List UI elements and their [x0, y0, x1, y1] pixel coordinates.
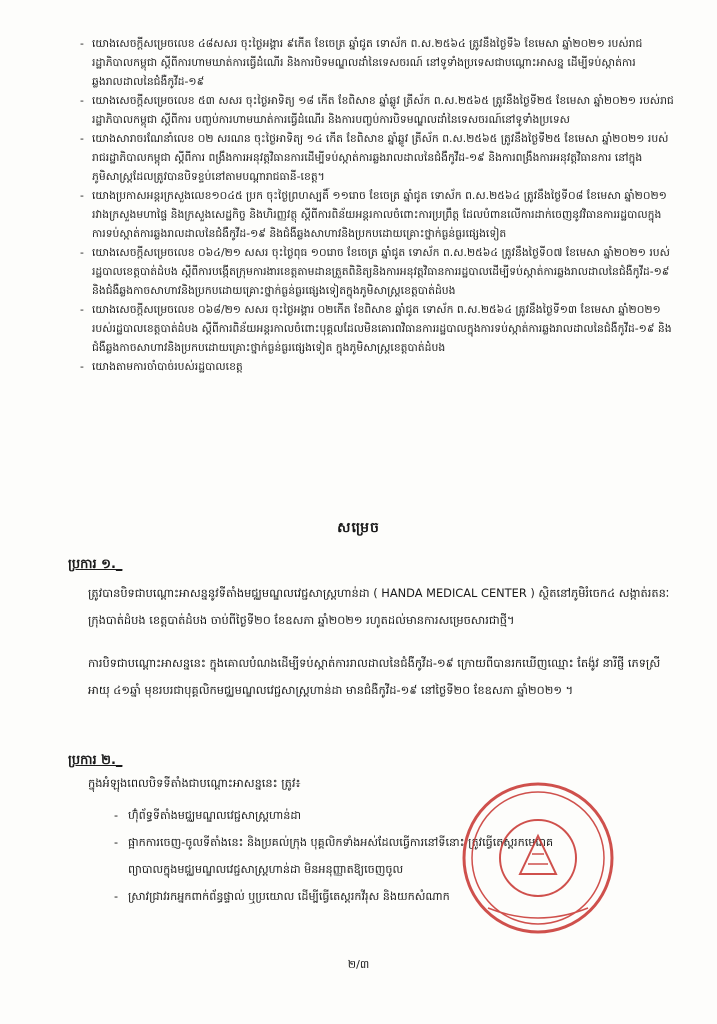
article-1-title: ប្រការ ១._: [68, 557, 123, 572]
decision-heading: សម្រេច: [337, 520, 380, 536]
reference-item: - យោងតាមការចាំបាច់របស់រដ្ឋបាលខេត្ត: [78, 357, 678, 376]
reference-item: - យោងសេចក្ដីសម្រេចលេខ ០៦៨/២១ សសរ ចុះថ្ងៃអង្គារ ០២កើត ខែពិសាខ ឆ្នាំជូត ទោស័ក ព.ស.២៥៦៤ ត្រូវនឹងថ្ងៃទី១៣ ខែមេសា ឆ្នាំ២០២១ របស់រដ្ឋបាលខេត្តបាត់ដំបង ស្ដីពីការពិន័យអន្តរកាលចំពោះបុគ្គលដែលមិនគោរពវិធានការរដ្ឋបាលក្នុងការទប់ស្កាត់ការឆ្លងរាលដាលនៃជំងឺកូវីដ-១៩ និងជំងឺឆ្លងកាចសាហាវនិងប្រកបដោយគ្រោះថ្នាក់ធ្ងន់ធ្ងរផ្សេងទៀត ក្នុងភូមិសាស្ត្រខេត្តបាត់ដំបង: [78, 300, 678, 357]
article-2-title: ប្រការ ២._: [68, 753, 123, 768]
reference-item: - យោងសារាចរណែនាំលេខ ០២ សរណន ចុះថ្ងៃអាទិត្យ ១៤ កើត ខែពិសាខ ឆ្នាំឆ្លូវ ត្រីស័ក ព.ស.២៥៦៥ ត្រូវនឹងថ្ងៃទី២៥ ខែមេសា ឆ្នាំ២០២១ របស់រាជរដ្ឋាភិបាលកម្ពុជា ស្ដីពីការ ពង្រឹងការអនុវត្តវិធានការដើម្បីទប់ស្កាត់ការឆ្លងរាលដាលនៃជំងឺកូវីដ-១៩ និងការពង្រឹងការអនុវត្តវិធានការ នៅក្នុងភូមិសាស្ត្រដែលត្រូវបានបិទខ្ទប់នៅតាមបណ្ដារាជធានី-ខេត្ត។: [78, 129, 678, 186]
reference-item: - យោងសេចក្ដីសម្រេចលេខ ០៦៤/២១ សសរ ចុះថ្ងៃពុធ ១០រោច ខែចេត្រ ឆ្នាំជូត ទោស័ក ព.ស.២៥៦៤ ត្រូវនឹងថ្ងៃទី០៧ ខែមេសា ឆ្នាំ២០២១ របស់រដ្ឋបាលខេត្តបាត់ដំបង ស្ដីពីការបង្កើតក្រុមការងារខេត្តតាមដានត្រួតពិនិត្យនិងការអនុវត្តវិធានការរដ្ឋបាលដើម្បីទប់ស្កាត់ការឆ្លងរាលដាលនៃជំងឺកូវីដ-១៩ និងជំងឺឆ្លងកាចសាហាវនិងប្រកបដោយគ្រោះថ្នាក់ធ្ងន់ធ្ងរផ្សេងទៀតក្នុងភូមិសាស្ត្រខេត្តបាត់ដំបង: [78, 243, 678, 300]
article-2-intro: ក្នុងអំឡុងពេលបិទទីតាំងជាបណ្ដោះអាសន្ននេះ ត្រូវ៖: [88, 776, 301, 790]
page-number: ២/៣: [347, 958, 370, 971]
reference-item: - យោងប្រកាសអន្តរក្រសួងលេខ១០៤៥ ប្រក ចុះថ្ងៃព្រហស្បតិ៍ ១១រោច ខែចេត្រ ឆ្នាំជូត ទោស័ក ព.ស.២៥៦៤ ត្រូវនឹងថ្ងៃទី០៨ ខែមេសា ឆ្នាំ២០២១ រវាងក្រសួងមហាផ្ទៃ និងក្រសួងសេដ្ឋកិច្ច និងហិរញ្ញវត្ថុ ស្ដីពីការពិន័យអន្តរកាលចំពោះការប្រព្រឹត្ត ដែលបំពានលើការដាក់ចេញនូវវិធានការរដ្ឋបាលក្នុងការទប់ស្កាត់ការឆ្លងរាលដាលនៃជំងឺកូវីដ-១៩ និងជំងឺឆ្លងសាហាវនិងប្រកបដោយគ្រោះថ្នាក់ធ្ងន់ធ្ងរផ្សេងទៀត: [78, 186, 678, 243]
article-1-paragraph-1: ត្រូវបានបិទជាបណ្ដោះអាសន្ននូវទីតាំងមជ្ឈមណ្ឌលវេជ្ជសាស្ត្រហាន់ដា ( HANDA MEDICAL CENTER ) ស្ថិតនៅភូមិរំចេក៤ សង្កាត់រតនៈ ក្រុងបាត់ដំបង ខេត្តបាត់ដំបង ចាប់ពីថ្ងៃទី២០ ខែឧសភា ឆ្នាំ២០២១ រហូតដល់មានការសម្រេចសារជាថ្មី។: [88, 586, 670, 627]
reference-list: [78, 34, 678, 376]
article-2-list-item: - ស្រាវជ្រាវរកអ្នកពាក់ព័ន្ធផ្ទាល់ ឬប្រយោល ដើម្បីធ្វើតេស្តរកវីរុស និងយកសំណាក: [112, 883, 572, 910]
article-1-paragraph-2: ការបិទជាបណ្ដោះអាសន្ននេះ ក្នុងគោលបំណងដើម្បីទប់ស្កាត់ការរាលដាលនៃជំងឺកូវីដ-១៩ ក្រោយពីបានរកឃើញឈ្មោះ តែង៉ូវ នារីផ្ញី ភេទស្រី អាយុ ៤១ឆ្នាំ មុខរបរជាបុគ្គលិកមជ្ឈមណ្ឌលវេជ្ជសាស្ត្រហាន់ដា មានជំងឺកូវីដ-១៩ នៅថ្ងៃទី២០ ខែឧសភា ឆ្នាំ២០២១ ។: [88, 656, 661, 697]
article-2-list-item: - ហ៊ុំព័ទ្ធទីតាំងមជ្ឈមណ្ឌលវេជ្ជសាស្ត្រហាន់ដា: [112, 802, 572, 829]
article-2-list-item: - ផ្អាកការចេញ-ចូលទីតាំងនេះ និងប្រគល់ក្រុង បុគ្គលិកទាំងអស់ដែលធ្វើការនៅទីនោះ ត្រូវធ្វើតេស្តរកមេរោគ ព្យាបាលក្នុងមជ្ឈមណ្ឌលវេជ្ជសាស្ត្រហាន់ដា មិនអនុញ្ញាតឱ្យចេញចូល: [112, 829, 572, 883]
official-seal-stamp: [458, 778, 618, 938]
reference-item: - យោងសេចក្ដីសម្រេចលេខ ៤៨សសរ ចុះថ្ងៃអង្គារ ៩កើត ខែចេត្រ ឆ្នាំជូត ទោស័ក ព.ស.២៥៦៤ ត្រូវនឹងថ្ងៃទី៦ ខែមេសា ឆ្នាំ២០២១ របស់រាជរដ្ឋាភិបាលកម្ពុជា ស្ដីពីការហាមឃាត់ការធ្វើដំណើរ និងការបិទមណ្ឌលដាំនៃទេសចរណ៍ នៅទូទាំងប្រទេសជាបណ្ដោះអាសន្ន ដើម្បីទប់ស្កាត់ការឆ្លងរាលដាលនៃជំងឺកូវីដ-១៩: [78, 34, 678, 91]
reference-item: - យោងសេចក្ដីសម្រេចលេខ ៥៣ សសរ ចុះថ្ងៃអាទិត្យ ១៨ កើត ខែពិសាខ ឆ្នាំឆ្លូវ ត្រីស័ក ព.ស.២៥៦៥ ត្រូវនឹងថ្ងៃទី២៥ ខែមេសា ឆ្នាំ២០២១ របស់រាជរដ្ឋាភិបាលកម្ពុជា ស្ដីពីការ បញ្ចប់ការហាមឃាត់ការធ្វើដំណើរ និងការបញ្ចប់ការបិទមណ្ឌលដាំនៃទេសចរណ៍នៅទូទាំងប្រទេស: [78, 91, 678, 129]
